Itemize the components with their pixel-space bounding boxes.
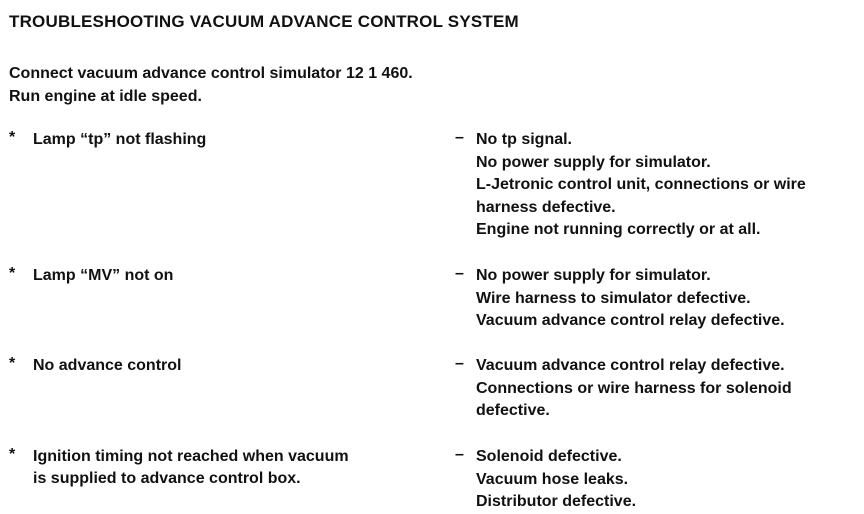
cause-list — [476, 446, 862, 514]
cause-line: No power supply for simulator. — [476, 267, 711, 284]
dash-marker: – — [455, 129, 464, 146]
intro-instructions — [9, 62, 413, 108]
cause-line: No power supply for simulator. — [476, 153, 711, 171]
bullet-marker: * — [9, 265, 16, 282]
cause-list — [476, 355, 862, 423]
cause-line: L-Jetronic control unit, connections or wire — [476, 176, 806, 193]
intro-line: Connect vacuum advance control simulator 12 1 460. — [9, 65, 413, 82]
cause-line: Vacuum advance control relay defective. — [476, 357, 785, 374]
symptom-line: Lamp “MV” not on — [33, 267, 174, 284]
symptom-text — [33, 355, 433, 377]
cause-line: harness defective. — [476, 198, 616, 216]
cause-list — [476, 129, 862, 242]
cause-line: Vacuum hose leaks. — [476, 470, 629, 488]
cause-line: Solenoid defective. — [476, 448, 622, 465]
bullet-marker: * — [9, 129, 16, 146]
symptom-line: is supplied to advance control box. — [33, 470, 301, 487]
cause-line: Engine not running correctly or at all. — [476, 221, 761, 238]
page-title: TROUBLESHOOTING VACUUM ADVANCE CONTROL SYSTEM — [9, 12, 519, 31]
cause-line: No tp signal. — [476, 131, 572, 148]
bullet-marker: * — [9, 446, 16, 463]
dash-marker: – — [455, 355, 464, 372]
intro-line: Run engine at idle speed. — [9, 88, 202, 105]
cause-list — [476, 265, 862, 333]
cause-line: Wire harness to simulator defective. — [476, 289, 751, 307]
cause-line: Distributor defective. — [476, 493, 637, 510]
symptom-text — [33, 265, 433, 287]
bullet-marker: * — [9, 355, 16, 372]
dash-marker: – — [455, 265, 464, 282]
cause-line: Vacuum advance control relay defective. — [476, 312, 785, 329]
symptom-line: No advance control — [33, 357, 182, 374]
symptom-text — [33, 446, 433, 490]
dash-marker: – — [455, 446, 464, 463]
symptom-line: Lamp “tp” not flashing — [33, 131, 207, 148]
symptom-text — [33, 129, 433, 151]
cause-line: defective. — [476, 402, 550, 419]
cause-line: Connections or wire harness for solenoid — [476, 379, 792, 397]
symptom-line: Ignition timing not reached when vacuum — [33, 448, 349, 465]
